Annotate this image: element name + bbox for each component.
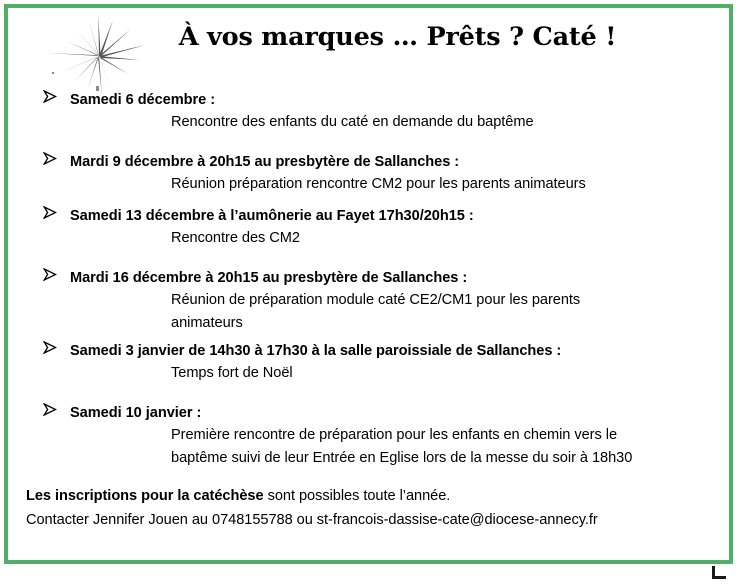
schedule-item-body-line: animateurs [171,315,243,331]
schedule-item-heading: Mardi 16 décembre à 20h15 au presbytère de Sallanches : [70,270,468,286]
spacer [8,385,729,403]
footer-contact-block [26,484,729,532]
schedule-item-body-line: Réunion préparation rencontre CM2 pour les parents animateurs [171,176,586,192]
schedule-item-body-line: Rencontre des enfants du caté en demande du baptême [171,114,534,130]
schedule-item-body-line: Rencontre des CM2 [171,230,300,246]
arrowhead-bullet-icon [43,152,70,165]
schedule-item-heading-row [8,268,729,289]
footer-registration-bold: Les inscriptions pour la catéchèse [26,488,264,504]
schedule-item-heading-row [8,152,729,173]
schedule-item [8,206,729,250]
footer-registration-line [26,484,729,508]
schedule-item [8,90,729,134]
schedule-item-body-line: Temps fort de Noël [171,365,293,381]
schedule-item-heading-row [8,206,729,227]
schedule-item [8,268,729,335]
footer-registration-rest: sont possibles toute l’année. [263,488,451,504]
schedule-item-heading-row [8,341,729,362]
page-title-text: À vos marques … Prêts ? Caté ! [178,22,617,52]
footer-contact-line: Contacter Jennifer Jouen au 0748155788 ou st-francois-dassise-cate@diocese-annecy.fr [26,512,598,528]
schedule-item-body [171,424,729,470]
schedule-item [8,341,729,385]
arrowhead-bullet-icon [43,90,70,103]
arrowhead-bullet-icon [43,268,70,281]
schedule-item-body [171,111,729,134]
arrowhead-bullet-icon [43,403,70,416]
flyer-page [4,4,733,564]
schedule-item-body-line: baptême suivi de leur Entrée en Eglise lors de la messe du soir à 18h30 [171,450,633,466]
schedule-item-body-line: Réunion de préparation module caté CE2/CM1 pour les parents [171,292,581,308]
arrowhead-bullet-icon [43,206,70,219]
spacer [8,196,729,206]
flyer-header [8,8,729,90]
schedule-item-body [171,173,729,196]
schedule-item-body [171,362,729,385]
schedule-item-body [171,227,729,250]
corner-crop-mark-icon [712,566,726,579]
schedule-item-heading-row [8,403,729,424]
schedule-item-heading: Samedi 3 janvier de 14h30 à 17h30 à la salle paroissiale de Sallanches : [70,343,562,359]
schedule-item-heading: Samedi 6 décembre : [70,92,216,108]
schedule-item [8,152,729,196]
schedule-list [8,90,729,470]
schedule-item-heading-row [8,90,729,111]
schedule-item-heading: Mardi 9 décembre à 20h15 au presbytère de Sallanches : [70,154,460,170]
schedule-item-heading: Samedi 10 janvier : [70,405,202,421]
schedule-item-heading: Samedi 13 décembre à l’aumônerie au Fayet 17h30/20h15 : [70,208,474,224]
arrowhead-bullet-icon [43,341,70,354]
schedule-item-body [171,289,729,335]
page-title [8,22,729,52]
schedule-item-body-line: Première rencontre de préparation pour les enfants en chemin vers le [171,427,618,443]
schedule-item [8,403,729,470]
spacer [8,134,729,152]
spacer [8,250,729,268]
